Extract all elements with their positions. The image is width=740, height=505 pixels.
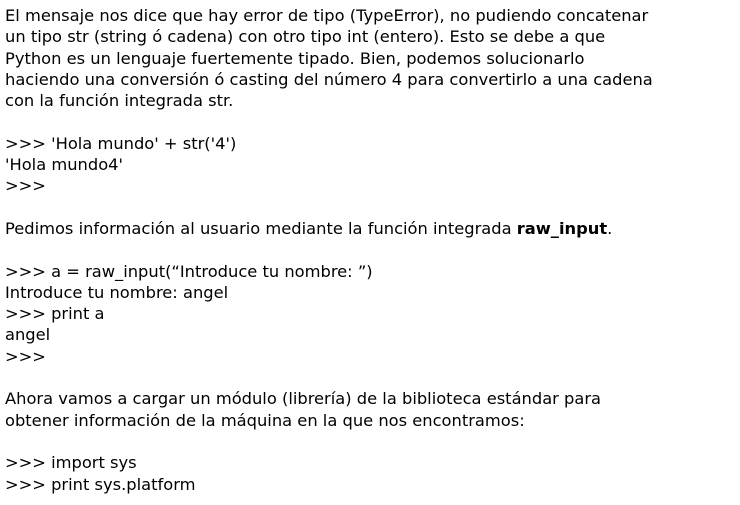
code-line: >>> print sys.platform <box>5 474 196 494</box>
code-line: >>> import sys <box>5 453 137 473</box>
code-line: angel <box>5 325 51 345</box>
text-line: El mensaje nos dice que hay error de tipo (TypeError), no pudiendo concatenar <box>5 6 649 25</box>
paragraph-text: . <box>607 218 613 238</box>
blank-line <box>5 239 737 260</box>
code-block-str-conversion <box>5 133 737 197</box>
code-line: >>> print a <box>5 304 105 324</box>
text-line: obtener información de la máquina en la que nos encontramos: <box>5 410 525 430</box>
text-line: Ahora vamos a cargar un módulo (librería) de la biblioteca estándar para <box>5 389 602 409</box>
blank-line <box>5 197 737 218</box>
document-body <box>5 5 737 495</box>
code-line: >>> a = raw_input(“Introduce tu nombre: ”) <box>5 261 373 281</box>
paragraph-text: Pedimos información al usuario mediante la función integrada <box>5 218 517 238</box>
text-line: haciendo una conversión ó casting del número 4 para convertirlo a una cadena <box>5 69 653 89</box>
code-line: 'Hola mundo4' <box>5 155 123 175</box>
bold-function-name: raw_input <box>516 218 608 238</box>
text-line: Python es un lenguaje fuertemente tipado. Bien, podemos solucionarlo <box>5 48 585 68</box>
paragraph-raw-input <box>5 218 737 239</box>
code-block-import-sys <box>5 452 737 495</box>
text-line: con la función integrada str. <box>5 91 234 111</box>
text-line: un tipo str (string ó cadena) con otro tipo int (entero). Esto se debe a que <box>5 27 606 47</box>
blank-line <box>5 367 737 388</box>
paragraph-typeerror-explanation <box>5 5 737 111</box>
code-line: >>> <box>5 176 46 196</box>
paragraph-module-loading <box>5 388 737 431</box>
code-block-raw-input <box>5 261 737 367</box>
blank-line <box>5 431 737 452</box>
blank-line <box>5 111 737 132</box>
code-line: >>> 'Hola mundo' + str('4') <box>5 133 237 153</box>
code-line: Introduce tu nombre: angel <box>5 282 229 302</box>
code-line: >>> <box>5 346 46 366</box>
